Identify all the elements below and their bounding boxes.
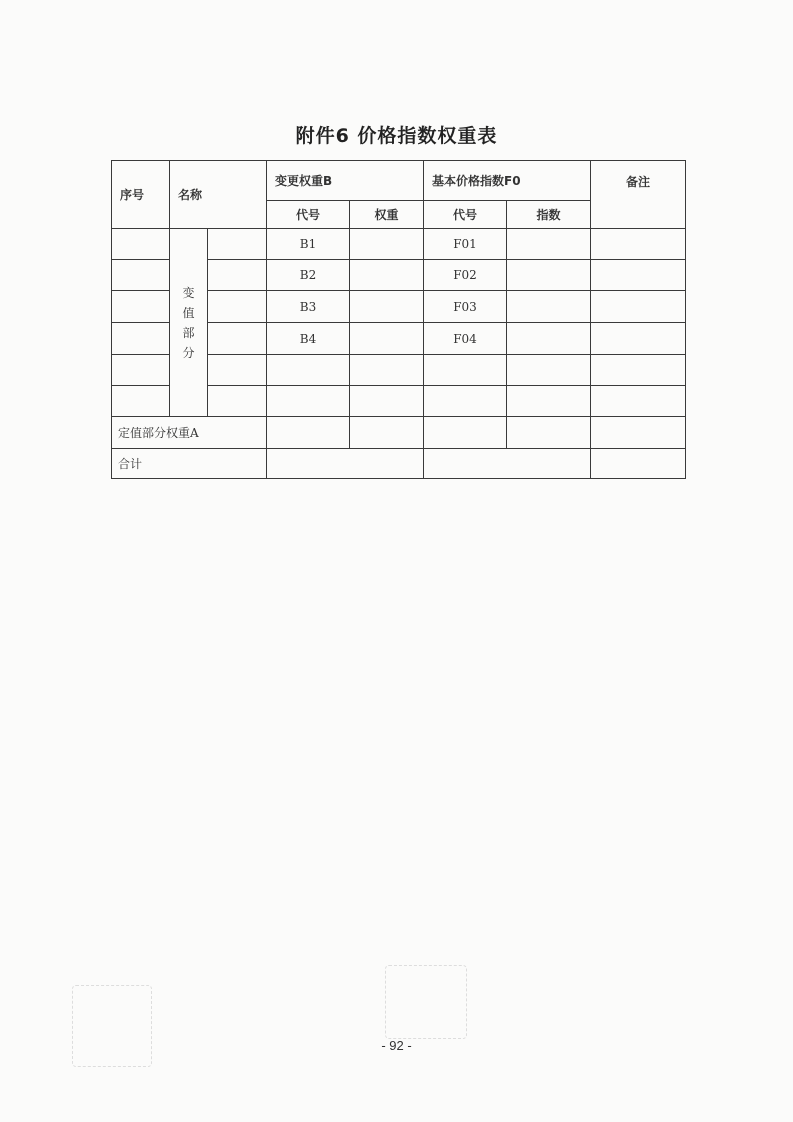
- index-cell: [507, 291, 591, 323]
- seq-cell: [112, 323, 170, 355]
- header-variable-weight: 变更权重B: [267, 161, 424, 201]
- index-cell: [507, 260, 591, 291]
- index-cell: [507, 323, 591, 355]
- remarks-cell: [591, 260, 686, 291]
- total-row: [112, 449, 686, 479]
- b-code-cell: [267, 386, 350, 417]
- faded-seal-mark: [385, 965, 467, 1039]
- seq-cell: [112, 355, 170, 386]
- f-code-cell: F01: [424, 229, 507, 260]
- remarks-cell: [591, 355, 686, 386]
- weight-cell: [350, 291, 424, 323]
- total-remarks-cell: [591, 449, 686, 479]
- header-index: 指数: [507, 201, 591, 229]
- weight-cell: [350, 386, 424, 417]
- index-cell: [507, 355, 591, 386]
- fixed-weight-index-cell: [507, 417, 591, 449]
- f-code-cell: [424, 386, 507, 417]
- name-cell: [208, 260, 267, 291]
- header-code-2: 代号: [424, 201, 507, 229]
- fixed-weight-row: [112, 417, 686, 449]
- b-code-cell: B3: [267, 291, 350, 323]
- f-code-cell: [424, 355, 507, 386]
- total-label: 合计: [112, 449, 267, 479]
- header-seq: 序号: [112, 161, 170, 229]
- f-code-cell: F03: [424, 291, 507, 323]
- header-weight: 权重: [350, 201, 424, 229]
- faded-seal-mark: [72, 985, 152, 1067]
- weight-cell: [350, 323, 424, 355]
- fixed-weight-value-cell: [350, 417, 424, 449]
- index-cell: [507, 229, 591, 260]
- header-name: 名称: [170, 161, 267, 229]
- name-cell: [208, 386, 267, 417]
- name-cell: [208, 355, 267, 386]
- fixed-weight-code-cell: [267, 417, 350, 449]
- page-number: - 92 -: [381, 1038, 412, 1053]
- weight-cell: [350, 229, 424, 260]
- fixed-weight-label: 定值部分权重A: [112, 417, 267, 449]
- f-code-cell: F02: [424, 260, 507, 291]
- name-cell: [208, 291, 267, 323]
- seq-cell: [112, 291, 170, 323]
- total-index-cell: [424, 449, 591, 479]
- price-index-weight-table: [111, 160, 686, 479]
- header-base-price-index: 基本价格指数F0: [424, 161, 591, 201]
- header-code: 代号: [267, 201, 350, 229]
- header-remarks: 备注: [591, 161, 686, 229]
- fixed-weight-f-code-cell: [424, 417, 507, 449]
- seq-cell: [112, 229, 170, 260]
- weight-cell: [350, 355, 424, 386]
- remarks-cell: [591, 386, 686, 417]
- f-code-cell: F04: [424, 323, 507, 355]
- seq-cell: [112, 260, 170, 291]
- table-row: [112, 229, 686, 260]
- total-weight-cell: [267, 449, 424, 479]
- remarks-cell: [591, 291, 686, 323]
- name-cell: [208, 229, 267, 260]
- b-code-cell: [267, 355, 350, 386]
- b-code-cell: B1: [267, 229, 350, 260]
- b-code-cell: B4: [267, 323, 350, 355]
- remarks-cell: [591, 323, 686, 355]
- b-code-cell: B2: [267, 260, 350, 291]
- fixed-weight-remarks-cell: [591, 417, 686, 449]
- index-cell: [507, 386, 591, 417]
- seq-cell: [112, 386, 170, 417]
- weight-cell: [350, 260, 424, 291]
- remarks-cell: [591, 229, 686, 260]
- variable-section-label: 变 值 部 分: [170, 229, 208, 417]
- page-title: 附件6 价格指数权重表: [295, 125, 498, 147]
- name-cell: [208, 323, 267, 355]
